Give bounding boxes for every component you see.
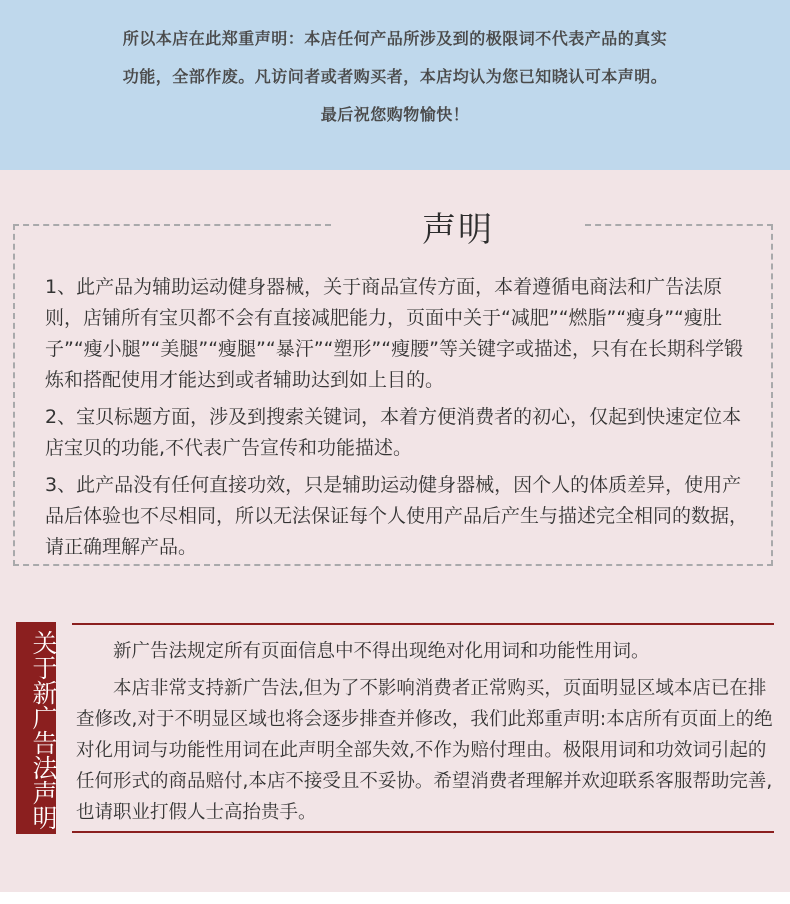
ad-law-rule-top bbox=[72, 623, 774, 625]
declaration-item-3: 3、此产品没有任何直接功效，只是辅助运动健身器械，因个人的体质差异，使用产品后体验也不尽相同，所以无法保证每个人使用产品后产生与描述完全相同的数据，请正确理解产品。 bbox=[45, 474, 749, 558]
bottom-strip bbox=[0, 892, 790, 904]
ad-law-side-label bbox=[16, 622, 56, 834]
banner-line-3: 最后祝您购物愉快！ bbox=[320, 105, 470, 124]
ad-law-rule-bottom bbox=[72, 831, 774, 833]
banner-line-2: 功能，全部作废。凡访问者或者购买者，本店均认为您已知晓认可本声明。 bbox=[122, 67, 668, 86]
declaration-body bbox=[45, 272, 757, 569]
ad-law-paragraph-1: 新广告法规定所有页面信息中不得出现绝对化用词和功能性用词。 bbox=[113, 641, 650, 662]
ad-law-paragraph-2: 本店非常支持新广告法,但为了不影响消费者正常购买，页面明显区域本店已在排查修改,对于不明显区域也将会逐步排查并修改，我们此郑重声明:本店所有页面上的绝对化用词与功能性用词在此声明全部失效,不作为赔付理由。极限用词和功效词引起的任何形式的商品赔付,本店不接受且不妥协。希望消费者理解并欢迎联系客服帮助完善,也请职业打假人士高抬贵手。 bbox=[76, 678, 773, 823]
ad-law-body bbox=[76, 636, 776, 828]
declaration-title: 声明 bbox=[422, 210, 494, 250]
declaration-item-1: 1、此产品为辅助运动健身器械，关于商品宣传方面，本着遵循电商法和广告法原则，店铺所有宝贝都不会有直接减肥能力，页面中关于“减肥”“燃脂”“瘦身”“瘦肚子”“瘦小腿”“美腿”“瘦腿”“暴汗”“塑形”“瘦腰”等关键字或描述，只有在长期科学锻炼和搭配使用才能达到或者辅助达到如上目的。 bbox=[45, 276, 743, 391]
declaration-item-2: 2、宝贝标题方面，涉及到搜索关键词，本着方便消费者的初心，仅起到快速定位本店宝贝的功能,不代表广告宣传和功能描述。 bbox=[45, 406, 742, 459]
top-banner bbox=[0, 0, 790, 170]
ad-law-side-text: 关于新广告法声明 bbox=[29, 630, 58, 830]
banner-line-1: 所以本店在此郑重声明：本店任何产品所涉及到的极限词不代表产品的真实 bbox=[122, 29, 668, 48]
